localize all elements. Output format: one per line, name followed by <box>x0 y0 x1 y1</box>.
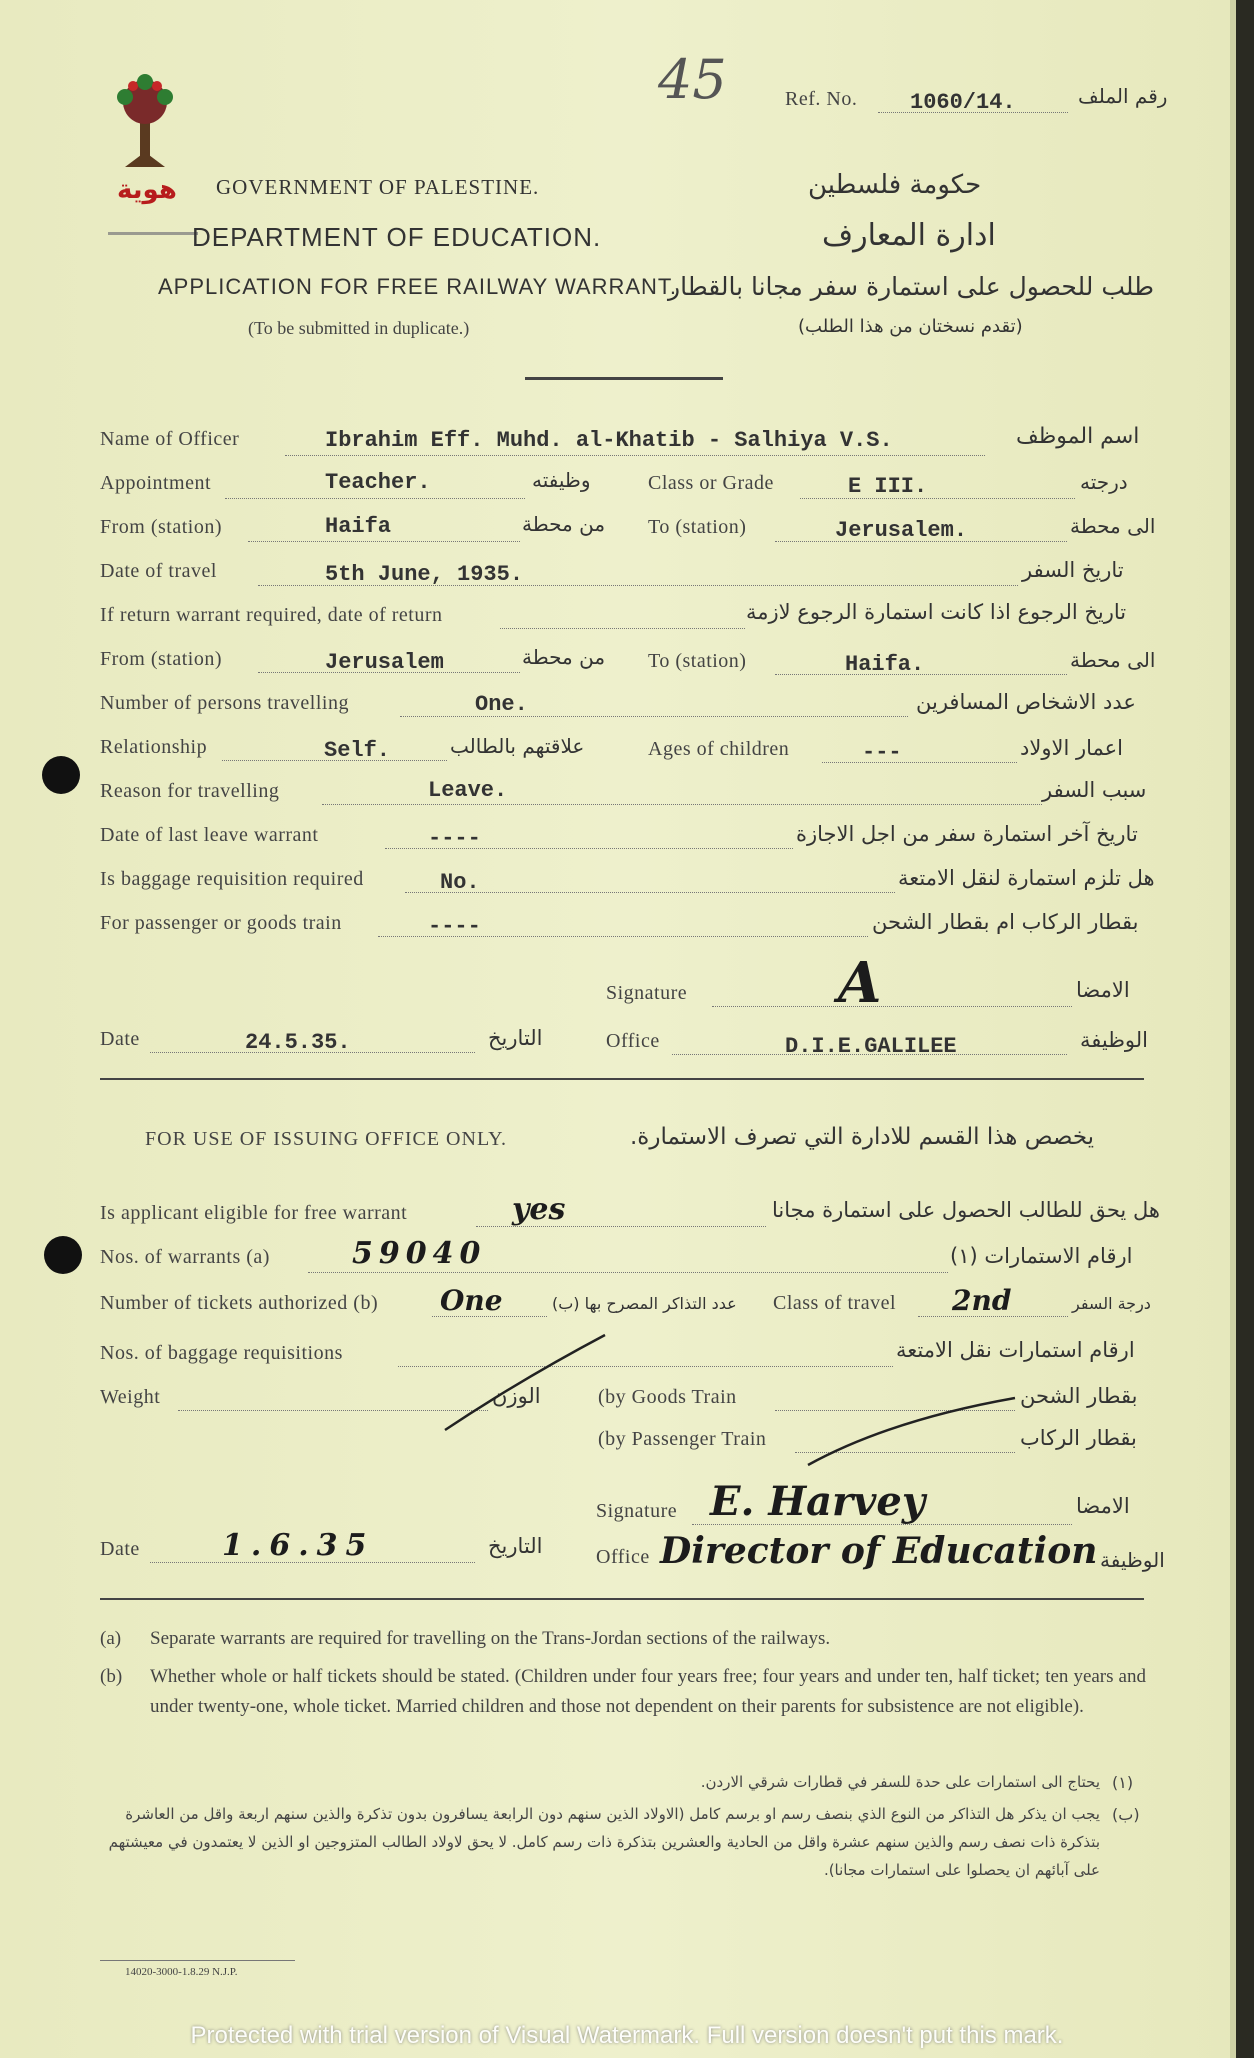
ages-label-ar: اعمار الاولاد <box>1020 736 1124 760</box>
issuing-office-heading: FOR USE OF ISSUING OFFICE ONLY. <box>145 1128 508 1150</box>
punch-hole-upper <box>42 756 80 794</box>
class-line <box>800 498 1075 499</box>
form-subtitle-ar: (تقدم نسختان من هذا الطلب) <box>798 316 1023 337</box>
note-ar-a-marker: (١) <box>1112 1773 1134 1792</box>
reason-label: Reason for travelling <box>100 780 280 802</box>
issuing-office-heading-ar: يخصص هذا القسم للادارة التي تصرف الاستمارة. <box>630 1124 1095 1150</box>
date-of-travel-label-ar: تاريخ السفر <box>1022 558 1124 582</box>
persons-value: One. <box>475 692 528 717</box>
note-b-marker: (b) <box>100 1666 123 1687</box>
weight-label: Weight <box>100 1386 161 1408</box>
return-to-station-value: Haifa. <box>845 652 925 677</box>
date-of-travel-value: 5th June, 1935. <box>325 562 524 587</box>
tickets-label-ar: عدد التذاكر المصرح بها (ب) <box>552 1294 737 1313</box>
issue-date-label: Date <box>100 1538 140 1560</box>
baggage-cancel-stroke <box>440 1330 610 1435</box>
reason-line <box>322 804 1042 805</box>
issuer-office-value: Director of Education <box>660 1530 1098 1572</box>
ages-line <box>822 762 1017 763</box>
goods-train-label-ar: بقطار الشحن <box>1020 1384 1138 1408</box>
file-number-handwritten: 45 <box>658 48 727 111</box>
application-date-label-ar: التاريخ <box>488 1026 543 1050</box>
return-date-line <box>500 628 745 629</box>
note-ar-b-marker: (ب) <box>1112 1805 1140 1824</box>
issue-date-value: 1.6.35 <box>222 1528 375 1563</box>
persons-label-ar: عدد الاشخاص المسافرين <box>916 690 1136 714</box>
class-label: Class or Grade <box>648 472 774 494</box>
appointment-value: Teacher. <box>325 470 431 495</box>
return-from-station-label-ar: من محطة <box>522 645 606 669</box>
last-leave-label: Date of last leave warrant <box>100 824 319 846</box>
eligible-value: yes <box>512 1192 566 1227</box>
ages-label: Ages of children <box>648 738 790 760</box>
issuer-office-label: Office <box>596 1546 650 1568</box>
goods-train-label: (by Goods Train <box>598 1386 737 1408</box>
print-code: 14020-3000-1.8.29 N.J.P. <box>125 1966 238 1978</box>
department-heading: DEPARTMENT OF EDUCATION. <box>192 222 602 252</box>
issuer-signature-label-ar: الامضا <box>1076 1494 1130 1518</box>
appointment-label: Appointment <box>100 472 212 494</box>
appointment-label-ar: وظيفته <box>532 468 591 492</box>
appointment-line <box>225 498 525 499</box>
warrant-numbers-line <box>308 1272 948 1273</box>
train-type-label: For passenger or goods train <box>100 912 342 934</box>
from-station-label-ar: من محطة <box>522 512 606 536</box>
applicant-signature: A <box>838 950 882 1016</box>
punch-hole-lower <box>44 1236 82 1274</box>
ages-value: --- <box>862 740 902 765</box>
government-heading-ar: حكومة فلسطين <box>808 170 982 200</box>
tickets-value: One <box>440 1284 503 1317</box>
last-leave-value: ---- <box>428 826 481 851</box>
baggage-required-value: No. <box>440 870 480 895</box>
name-label-ar: اسم الموظف <box>1016 424 1140 449</box>
return-date-label-ar: تاريخ الرجوع اذا كانت استمارة الرجوع لازمة <box>746 600 1127 624</box>
passenger-train-label: (by Passenger Train <box>598 1428 767 1450</box>
eligible-label-ar: هل يحق للطالب الحصول على استمارة مجانا <box>772 1198 1160 1222</box>
return-from-station-label: From (station) <box>100 648 222 670</box>
train-type-value: ---- <box>428 914 481 939</box>
ref-value: 1060/14. <box>910 90 1016 115</box>
applicant-office-label: Office <box>606 1030 660 1052</box>
applicant-office-label-ar: الوظيفة <box>1080 1028 1149 1052</box>
passenger-train-label-ar: بقطار الركاب <box>1020 1426 1137 1450</box>
application-date-value: 24.5.35. <box>245 1030 351 1055</box>
baggage-numbers-label: Nos. of baggage requisitions <box>100 1342 343 1364</box>
persons-label: Number of persons travelling <box>100 692 349 714</box>
note-a-text: Separate warrants are required for travelling on the Trans-Jordan sections of the railways. <box>150 1628 831 1649</box>
warrant-numbers-label-ar: ارقام الاستمارات (١) <box>950 1244 1133 1268</box>
class-label-ar: درجته <box>1080 470 1128 494</box>
name-line <box>285 455 985 456</box>
train-type-label-ar: بقطار الركاب ام بقطار الشحن <box>872 910 1139 934</box>
form-subtitle: (To be submitted in duplicate.) <box>248 318 470 338</box>
name-label: Name of Officer <box>100 428 240 450</box>
return-to-station-label-ar: الى محطة <box>1070 648 1156 672</box>
name-value: Ibrahim Eff. Muhd. al-Khatib - Salhiya V.S. <box>325 428 893 453</box>
from-station-value: Haifa <box>325 514 392 539</box>
logo-wordmark: هوية <box>117 175 177 205</box>
scan-edge-margin <box>1230 0 1236 2058</box>
weight-label-ar: الوزن <box>492 1384 541 1408</box>
note-b-text: Whether whole or half tickets should be stated. (Children under four years free; four years and under ten, half ticket; ten years and under twenty-one, whole ticket. Married children and those not dependent on their parents for subsistence are not eligible). <box>150 1666 1146 1717</box>
reason-value: Leave. <box>428 778 508 803</box>
applicant-signature-line <box>712 1006 1072 1007</box>
relationship-label: Relationship <box>100 736 208 758</box>
to-station-label-ar: الى محطة <box>1070 514 1156 538</box>
tickets-label: Number of tickets authorized (b) <box>100 1292 379 1314</box>
date-of-travel-label: Date of travel <box>100 560 217 582</box>
issuer-office-label-ar: الوظيفة <box>1100 1548 1165 1572</box>
class-of-travel-label: Class of travel <box>773 1292 897 1314</box>
return-to-station-label: To (station) <box>648 650 747 672</box>
from-station-line <box>248 541 520 542</box>
section-divider-lower <box>100 1598 1144 1600</box>
warrant-numbers-label: Nos. of warrants (a) <box>100 1246 270 1268</box>
warrant-numbers-value: 59040 <box>352 1236 487 1271</box>
ref-label-ar: رقم الملف <box>1078 84 1168 108</box>
application-date-label: Date <box>100 1028 140 1050</box>
class-value: E III. <box>848 474 928 499</box>
form-title: APPLICATION FOR FREE RAILWAY WARRANT. <box>158 274 678 299</box>
department-heading-ar: ادارة المعارف <box>822 218 996 253</box>
note-ar-a-text: يحتاج الى استمارات على حدة للسفر في قطارات شرقي الاردن. <box>700 1773 1100 1791</box>
section-divider-upper <box>100 1078 1144 1080</box>
last-leave-label-ar: تاريخ آخر استمارة سفر من اجل الاجازة <box>796 822 1138 846</box>
return-from-station-value: Jerusalem <box>325 650 444 675</box>
baggage-required-label-ar: هل تلزم استمارة لنقل الامتعة <box>898 866 1155 890</box>
relationship-label-ar: علاقتهم بالطالب <box>450 734 585 758</box>
to-station-value: Jerusalem. <box>835 518 968 543</box>
form-title-ar: طلب للحصول على استمارة سفر مجانا بالقطار <box>668 272 1155 301</box>
scan-edge <box>1236 0 1254 2058</box>
applicant-office-value: D.I.E.GALILEE <box>785 1034 957 1059</box>
applicant-signature-label-ar: الامضا <box>1076 978 1130 1002</box>
logo-tree-icon <box>105 72 185 172</box>
to-station-label: To (station) <box>648 516 747 538</box>
print-code-rule <box>100 1960 295 1961</box>
class-of-travel-label-ar: درجة السفر <box>1072 1294 1151 1313</box>
from-station-label: From (station) <box>100 516 222 538</box>
ref-label: Ref. No. <box>785 88 858 110</box>
train-cancel-stroke <box>800 1390 1020 1470</box>
reason-label-ar: سبب السفر <box>1042 778 1147 802</box>
applicant-signature-label: Signature <box>606 982 688 1004</box>
watermark-text: Protected with trial version of Visual Watermark. Full version doesn't put this mark. <box>190 2022 1064 2049</box>
issue-date-label-ar: التاريخ <box>488 1534 543 1558</box>
logo-underline <box>108 232 198 235</box>
relationship-value: Self. <box>324 738 391 763</box>
note-a-marker: (a) <box>100 1628 122 1649</box>
eligible-label: Is applicant eligible for free warrant <box>100 1202 408 1224</box>
baggage-required-label: Is baggage requisition required <box>100 868 364 890</box>
government-heading: GOVERNMENT OF PALESTINE. <box>216 175 540 199</box>
issuer-signature: E. Harvey <box>710 1478 926 1525</box>
baggage-numbers-label-ar: ارقام استمارات نقل الامتعة <box>896 1338 1135 1362</box>
class-of-travel-value: 2nd <box>952 1284 1012 1317</box>
issuer-signature-label: Signature <box>596 1500 678 1522</box>
note-ar-b-text: يجب ان يذكر هل التذاكر من النوع الذي بنصف رسم او برسم كامل (الاولاد الذين سنهم دون الرابعة يسافرون بدون تذكرة والذين سنهم اربعة واقل من العاشرة بتذكرة ذات نصف رسم والذين سنهم عشرة واقل من الحادية والعشرين بتذكرة ذات رسم كامل. لا يحق لاولاد الطالب المتزوجين او الذين لا يعتمدون في معيشتهم على آبائهم ان يحصلوا على استمارات مجانا). <box>108 1805 1100 1879</box>
return-date-label: If return warrant required, date of return <box>100 604 443 626</box>
heading-divider <box>525 377 723 380</box>
